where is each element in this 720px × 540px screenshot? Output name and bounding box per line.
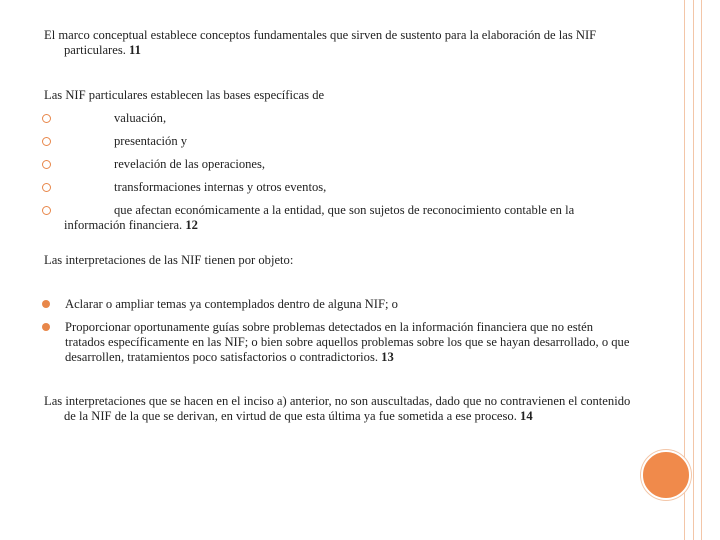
bullet-ring-icon — [42, 114, 51, 123]
footnote-number: 13 — [381, 350, 394, 364]
list-item — [44, 111, 634, 126]
list-item — [44, 180, 634, 195]
footnote-number: 11 — [129, 43, 141, 57]
list-item — [44, 320, 634, 365]
list-item — [44, 157, 634, 172]
list-item-text: valuación, — [114, 111, 167, 125]
bullet-ring-icon — [42, 160, 51, 169]
paragraph-3 — [44, 253, 634, 268]
list-item-text: transformaciones internas y otros eventos, — [114, 180, 327, 194]
paragraph-4 — [44, 394, 634, 424]
list-item — [44, 297, 634, 312]
bullet-dot-icon — [42, 300, 50, 308]
paragraph-2-text: Las NIF particulares establecen las bases específicas de — [44, 88, 325, 102]
decorative-rule-right — [701, 0, 702, 540]
list-item-text: Proporcionar oportunamente guías sobre problemas detectados en la información financiera que no estén tratados específicamente en las NIF; o bien sobre aquellos problemas sobre los que se hayan desarrollado, o que desarrollen, tratamientos poco satisfactorios o contradictorios. — [65, 320, 630, 364]
footnote-number: 12 — [185, 218, 198, 232]
paragraph-1 — [44, 28, 634, 58]
bullet-dot-icon — [42, 323, 50, 331]
list-item-text: Aclarar o ampliar temas ya contemplados dentro de alguna NIF; o — [65, 297, 398, 311]
slide-content — [44, 28, 634, 424]
list-item-text: que afectan económicamente a la entidad, que son sujetos de reconocimiento contable en la información financiera. — [64, 203, 575, 232]
paragraph-1-text: El marco conceptual establece conceptos fundamentales que sirven de sustento para la elaboración de las NIF particulares. — [44, 28, 597, 57]
list-item — [44, 134, 634, 149]
decorative-rule-middle — [693, 0, 694, 540]
paragraph-4-text: Las interpretaciones que se hacen en el inciso a) anterior, no son auscultadas, dado que no contravienen el contenido de la NIF de la que se derivan, en virtud de que esta última ya fue sometida a ese proceso. — [44, 394, 631, 423]
list-item-text: presentación y — [114, 134, 188, 148]
list-item-text: revelación de las operaciones, — [114, 157, 266, 171]
paragraph-3-text: Las interpretaciones de las NIF tienen por objeto: — [44, 253, 294, 267]
bullet-ring-icon — [42, 206, 51, 215]
footnote-number: 14 — [520, 409, 533, 423]
list-item — [44, 203, 634, 233]
paragraph-2 — [44, 88, 634, 103]
bullet-ring-icon — [42, 183, 51, 192]
decorative-circle — [641, 450, 691, 500]
bullet-ring-icon — [42, 137, 51, 146]
